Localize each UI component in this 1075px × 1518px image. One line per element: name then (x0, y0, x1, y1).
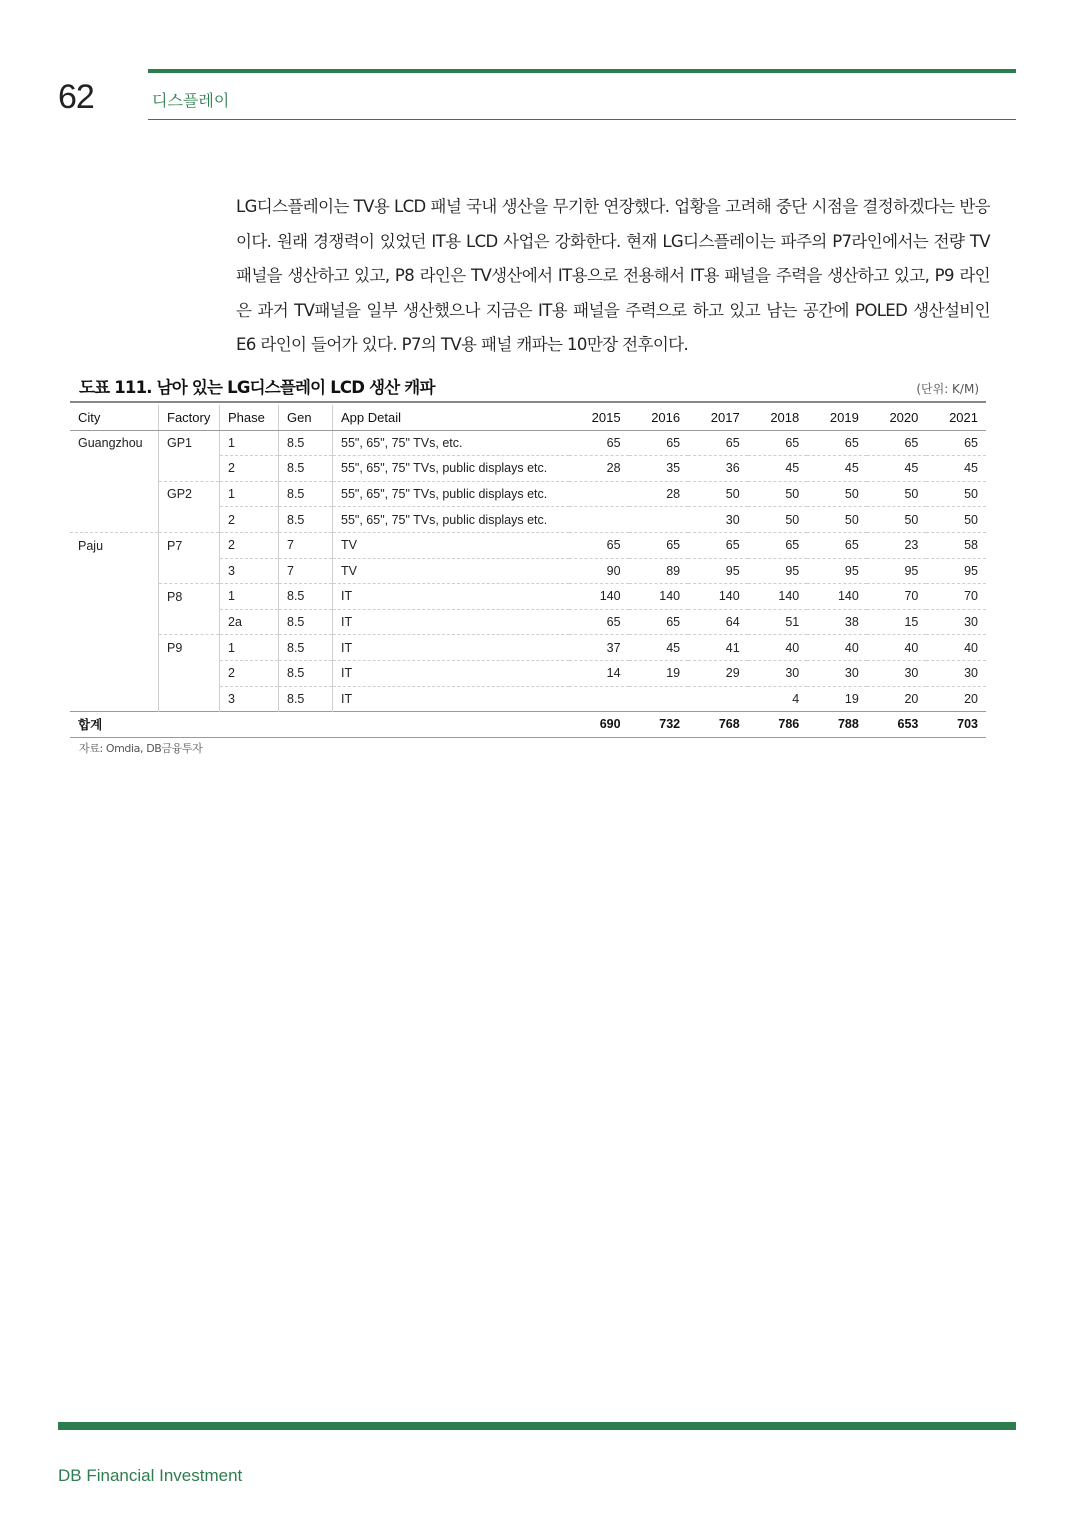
value-cell: 35 (629, 456, 689, 482)
gen-cell: 7 (279, 532, 333, 558)
value-cell: 30 (926, 609, 986, 635)
total-cell: 703 (926, 712, 986, 738)
factory-cell: GP2 (159, 481, 220, 507)
table-row (70, 635, 986, 661)
app-detail-cell: 55", 65", 75" TVs, public displays etc. (333, 507, 570, 533)
total-cell: 788 (807, 712, 867, 738)
table-row (70, 660, 986, 686)
table-title: 도표 111. 남아 있는 LG디스플레이 LCD 생산 캐파 (79, 378, 435, 397)
factory-cell (159, 507, 220, 533)
value-cell: 29 (688, 660, 748, 686)
header-cell: App Detail (333, 405, 570, 430)
table-row (70, 430, 986, 456)
phase-cell: 1 (220, 584, 279, 610)
app-detail-cell: IT (333, 584, 570, 610)
header-cell: City (70, 405, 159, 430)
value-cell (629, 686, 689, 712)
value-cell: 38 (807, 609, 867, 635)
factory-cell (159, 660, 220, 686)
city-cell: Guangzhou (78, 436, 143, 451)
factory-cell: P9 (159, 635, 220, 661)
phase-cell: 2 (220, 660, 279, 686)
total-cell: 690 (569, 712, 629, 738)
value-cell (569, 686, 629, 712)
value-cell: 65 (748, 430, 808, 456)
header-cell: 2021 (926, 405, 986, 430)
value-cell: 50 (807, 481, 867, 507)
app-detail-cell: 55", 65", 75" TVs, public displays etc. (333, 481, 570, 507)
value-cell: 64 (688, 609, 748, 635)
value-cell: 95 (926, 558, 986, 584)
phase-cell: 2 (220, 456, 279, 482)
value-cell: 50 (867, 507, 927, 533)
factory-cell (159, 609, 220, 635)
total-row (70, 712, 986, 738)
value-cell: 30 (867, 660, 927, 686)
app-detail-cell: IT (333, 660, 570, 686)
value-cell: 37 (569, 635, 629, 661)
table-row (70, 584, 986, 610)
city-cell (70, 507, 159, 533)
value-cell: 50 (748, 507, 808, 533)
value-cell: 65 (569, 430, 629, 456)
table-row (70, 558, 986, 584)
value-cell (629, 507, 689, 533)
value-cell: 30 (926, 660, 986, 686)
app-detail-cell: TV (333, 558, 570, 584)
gen-cell: 8.5 (279, 686, 333, 712)
value-cell: 28 (569, 456, 629, 482)
value-cell: 45 (629, 635, 689, 661)
table-header-row (70, 405, 986, 430)
value-cell: 90 (569, 558, 629, 584)
phase-cell: 2 (220, 532, 279, 558)
gen-cell: 8.5 (279, 635, 333, 661)
gen-cell: 8.5 (279, 481, 333, 507)
value-cell: 65 (926, 430, 986, 456)
phase-cell: 1 (220, 635, 279, 661)
value-cell: 36 (688, 456, 748, 482)
table-row (70, 481, 986, 507)
header-rule (148, 69, 1016, 73)
value-cell: 51 (748, 609, 808, 635)
header-cell: 2019 (807, 405, 867, 430)
value-cell: 19 (629, 660, 689, 686)
total-cell: 653 (867, 712, 927, 738)
city-cell (70, 558, 159, 584)
total-cell: 768 (688, 712, 748, 738)
gen-cell: 7 (279, 558, 333, 584)
phase-cell: 2 (220, 507, 279, 533)
table-source: 자료: Omdia, DB금융투자 (79, 742, 203, 755)
value-cell: 65 (569, 609, 629, 635)
value-cell: 50 (748, 481, 808, 507)
value-cell: 140 (807, 584, 867, 610)
header-cell: 2015 (569, 405, 629, 430)
header-cell: Gen (279, 405, 333, 430)
city-cell (70, 660, 159, 686)
value-cell: 19 (807, 686, 867, 712)
value-cell: 58 (926, 532, 986, 558)
table-row (70, 609, 986, 635)
value-cell: 70 (867, 584, 927, 610)
value-cell: 140 (569, 584, 629, 610)
value-cell (569, 507, 629, 533)
value-cell: 45 (748, 456, 808, 482)
header-cell: 2020 (867, 405, 927, 430)
value-cell: 40 (867, 635, 927, 661)
factory-cell: P8 (159, 584, 220, 610)
gen-cell: 8.5 (279, 609, 333, 635)
gen-cell: 8.5 (279, 456, 333, 482)
value-cell: 95 (748, 558, 808, 584)
value-cell: 30 (688, 507, 748, 533)
factory-cell (159, 558, 220, 584)
phase-cell: 1 (220, 430, 279, 456)
phase-cell: 1 (220, 481, 279, 507)
city-cell (70, 609, 159, 635)
value-cell: 140 (688, 584, 748, 610)
value-cell (569, 481, 629, 507)
factory-cell (159, 456, 220, 482)
header-cell: Phase (220, 405, 279, 430)
city-cell (70, 635, 159, 661)
value-cell: 140 (629, 584, 689, 610)
value-cell: 65 (629, 430, 689, 456)
total-label: 합계 (70, 712, 569, 738)
value-cell: 65 (629, 609, 689, 635)
value-cell: 40 (926, 635, 986, 661)
value-cell: 45 (807, 456, 867, 482)
value-cell: 45 (926, 456, 986, 482)
city-cell (70, 584, 159, 610)
app-detail-cell: 55", 65", 75" TVs, etc. (333, 430, 570, 456)
value-cell: 23 (867, 532, 927, 558)
value-cell: 65 (688, 532, 748, 558)
section-title: 디스플레이 (152, 91, 230, 110)
value-cell: 41 (688, 635, 748, 661)
value-cell: 89 (629, 558, 689, 584)
factory-cell (159, 686, 220, 712)
value-cell: 65 (569, 532, 629, 558)
value-cell: 50 (807, 507, 867, 533)
value-cell: 20 (926, 686, 986, 712)
table-row (70, 686, 986, 712)
footer-rule (58, 1422, 1016, 1430)
value-cell: 20 (867, 686, 927, 712)
value-cell: 30 (748, 660, 808, 686)
value-cell: 65 (807, 532, 867, 558)
value-cell: 50 (867, 481, 927, 507)
table-row (70, 532, 986, 558)
phase-cell: 3 (220, 558, 279, 584)
phase-cell: 3 (220, 686, 279, 712)
value-cell: 40 (807, 635, 867, 661)
city-cell (70, 456, 159, 482)
phase-cell: 2a (220, 609, 279, 635)
value-cell: 65 (688, 430, 748, 456)
value-cell: 40 (748, 635, 808, 661)
header-cell: Factory (159, 405, 220, 430)
factory-cell: GP1 (159, 430, 220, 456)
value-cell: 140 (748, 584, 808, 610)
body-paragraph: LG디스플레이는 TV용 LCD 패널 국내 생산을 무기한 연장했다. 업황을 고려해 중단 시점을 결정하겠다는 반응이다. 원래 경쟁력이 있었던 IT용 LCD 사업은 강화한다. 현재 LG디스플레이는 파주의 P7라인에서는 전량 TV패널을 생산하고 있고, P8 라인은 TV생산에서 IT용으로 전용해서 IT용 패널을 주력을 생산하고 있고, P9 라인은 과거 TV패널을 일부 생산했으나 지금은 IT용 패널을 주력으로 하고 있고 남는 공간에 POLED 생산설비인 E6 라인이 들어가 있다. P7의 TV용 패널 캐파는 10만장 전후이다. (236, 197, 990, 354)
gen-cell: 8.5 (279, 430, 333, 456)
value-cell: 50 (926, 481, 986, 507)
header-cell: 2017 (688, 405, 748, 430)
table-unit: (단위: K/M) (916, 382, 979, 396)
city-cell (70, 686, 159, 712)
total-cell: 732 (629, 712, 689, 738)
gen-cell: 8.5 (279, 660, 333, 686)
city-cell (70, 481, 159, 507)
value-cell: 14 (569, 660, 629, 686)
gen-cell: 8.5 (279, 507, 333, 533)
total-cell: 786 (748, 712, 808, 738)
value-cell: 95 (807, 558, 867, 584)
header-underline (148, 119, 1016, 120)
value-cell: 65 (867, 430, 927, 456)
header-cell: 2018 (748, 405, 808, 430)
footer-company: DB Financial Investment (58, 1466, 243, 1485)
factory-cell: P7 (159, 532, 220, 558)
app-detail-cell: IT (333, 686, 570, 712)
table-row (70, 507, 986, 533)
value-cell: 95 (867, 558, 927, 584)
value-cell: 70 (926, 584, 986, 610)
value-cell: 45 (867, 456, 927, 482)
value-cell: 28 (629, 481, 689, 507)
value-cell: 65 (629, 532, 689, 558)
value-cell: 50 (688, 481, 748, 507)
value-cell: 65 (807, 430, 867, 456)
value-cell: 95 (688, 558, 748, 584)
app-detail-cell: IT (333, 635, 570, 661)
page-number: 62 (58, 78, 94, 116)
app-detail-cell: IT (333, 609, 570, 635)
table-top-rule (70, 401, 986, 403)
value-cell: 65 (748, 532, 808, 558)
app-detail-cell: TV (333, 532, 570, 558)
table-row (70, 456, 986, 482)
capacity-table (70, 405, 986, 738)
city-cell: Paju (78, 538, 104, 553)
value-cell: 30 (807, 660, 867, 686)
value-cell: 4 (748, 686, 808, 712)
value-cell (688, 686, 748, 712)
value-cell: 50 (926, 507, 986, 533)
header-cell: 2016 (629, 405, 689, 430)
value-cell: 15 (867, 609, 927, 635)
app-detail-cell: 55", 65", 75" TVs, public displays etc. (333, 456, 570, 482)
gen-cell: 8.5 (279, 584, 333, 610)
